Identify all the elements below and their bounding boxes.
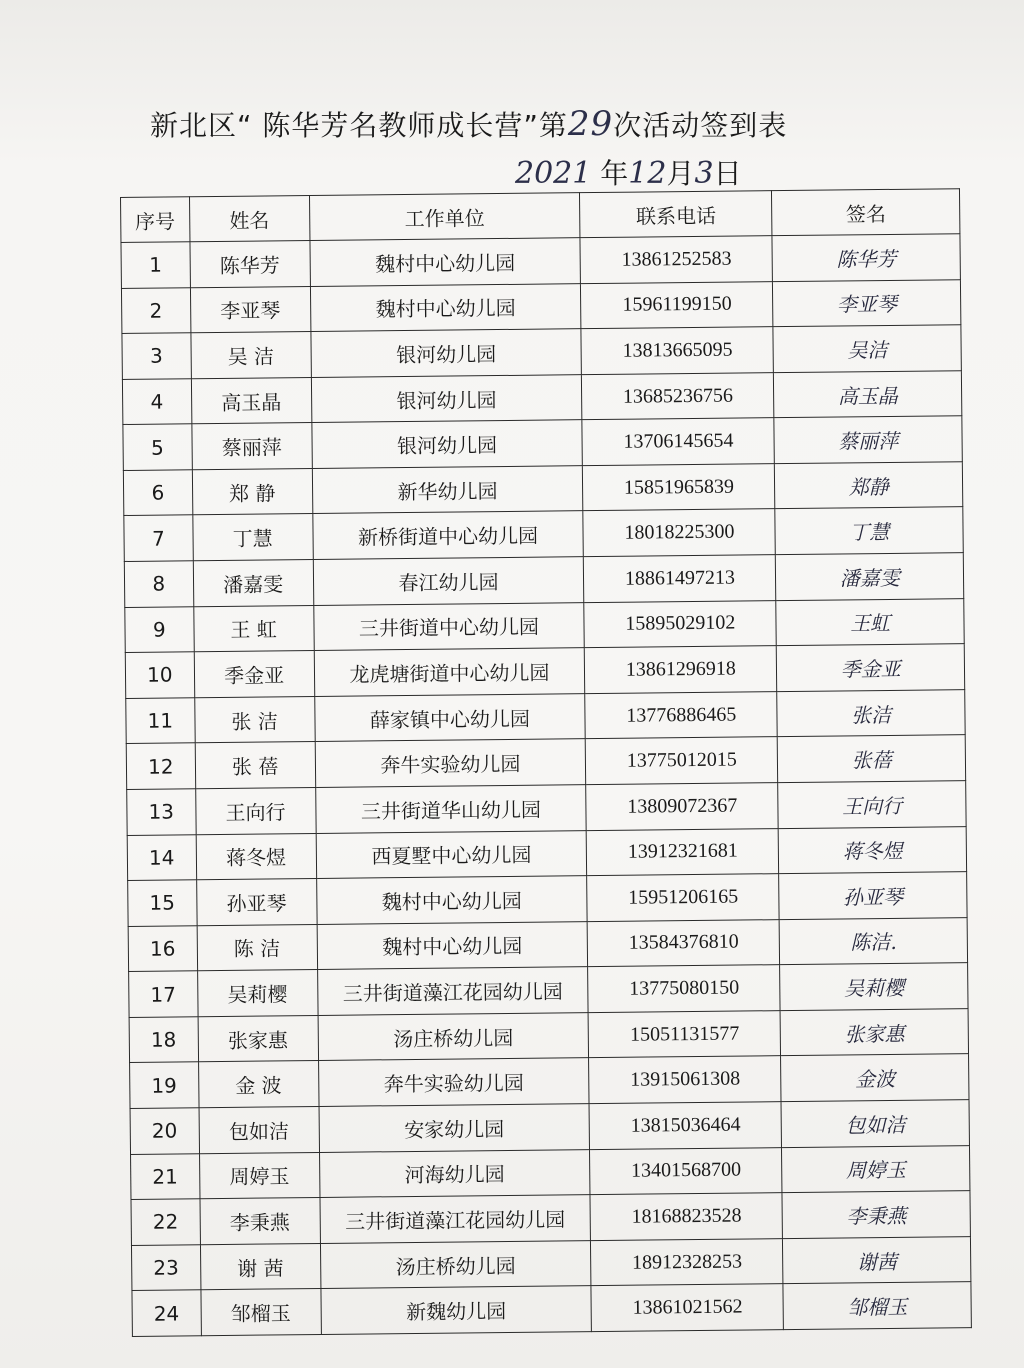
- cell-signature: 潘嘉雯: [776, 553, 964, 601]
- cell-no: 9: [125, 606, 194, 652]
- cell-signature: 张蓓: [778, 735, 966, 783]
- cell-name: 陈华芳: [190, 241, 311, 288]
- cell-phone: 13685236756: [582, 372, 775, 420]
- cell-phone: 13912321681: [586, 828, 779, 876]
- cell-phone: 18018225300: [583, 509, 776, 557]
- cell-no: 18: [129, 1017, 198, 1063]
- cell-signature: 邹榴玉: [783, 1282, 971, 1330]
- cell-no: 24: [132, 1290, 201, 1336]
- cell-unit: 三井街道中心幼儿园: [313, 602, 584, 650]
- cell-no: 23: [131, 1244, 200, 1290]
- date-year-suffix: 年: [600, 157, 629, 190]
- cell-name: 高玉晶: [191, 377, 312, 424]
- cell-phone: 13813665095: [581, 327, 774, 375]
- cell-name: 张家惠: [198, 1015, 319, 1062]
- cell-signature: 孙亚琴: [779, 872, 967, 920]
- cell-unit: 银河幼儿园: [311, 329, 582, 377]
- cell-no: 8: [124, 561, 193, 607]
- header-no: 序号: [121, 197, 190, 243]
- cell-name: 郑 静: [192, 468, 313, 515]
- cell-name: 周婷玉: [199, 1152, 320, 1199]
- cell-unit: 春江幼儿园: [313, 557, 584, 605]
- cell-unit: 西夏墅中心幼儿园: [316, 830, 587, 878]
- cell-phone: 13809072367: [586, 783, 779, 831]
- cell-signature: 王虹: [776, 598, 964, 646]
- cell-no: 21: [131, 1153, 200, 1199]
- cell-unit: 魏村中心幼儿园: [310, 238, 581, 286]
- cell-name: 潘嘉雯: [193, 560, 314, 607]
- cell-phone: 18861497213: [584, 555, 777, 603]
- cell-no: 22: [131, 1199, 200, 1245]
- cell-unit: 安家幼儿园: [319, 1104, 590, 1152]
- cell-phone: 13815036464: [589, 1102, 782, 1150]
- cell-unit: 魏村中心幼儿园: [316, 876, 587, 924]
- cell-unit: 新桥街道中心幼儿园: [312, 511, 583, 559]
- cell-name: 季金亚: [194, 651, 315, 698]
- cell-no: 13: [127, 789, 196, 835]
- cell-name: 李亚琴: [190, 286, 311, 333]
- cell-name: 丁慧: [192, 514, 313, 561]
- cell-phone: 15051131577: [588, 1010, 781, 1058]
- cell-phone: 15951206165: [587, 874, 780, 922]
- cell-signature: 吴莉樱: [780, 963, 968, 1011]
- cell-unit: 奔牛实验幼儿园: [315, 739, 586, 787]
- cell-no: 17: [129, 971, 198, 1017]
- cell-unit: 魏村中心幼儿园: [310, 283, 581, 331]
- date-month: 12: [628, 156, 667, 191]
- sheet-date: [515, 152, 742, 192]
- cell-no: 19: [130, 1062, 199, 1108]
- cell-signature: 季金亚: [777, 644, 965, 692]
- cell-phone: 13861021562: [591, 1284, 784, 1332]
- cell-phone: 13401568700: [590, 1147, 783, 1195]
- cell-phone: 13861252583: [580, 236, 773, 284]
- cell-phone: 13915061308: [589, 1056, 782, 1104]
- cell-unit: 魏村中心幼儿园: [317, 921, 588, 969]
- cell-signature: 李秉燕: [782, 1191, 970, 1239]
- cell-phone: 15895029102: [584, 600, 777, 648]
- cell-signature: 蒋冬煜: [779, 826, 967, 874]
- cell-no: 5: [123, 424, 192, 470]
- cell-no: 1: [121, 242, 190, 288]
- cell-name: 蔡丽萍: [191, 423, 312, 470]
- cell-unit: 银河幼儿园: [312, 420, 583, 468]
- attendance-table: [120, 188, 972, 1337]
- cell-name: 陈 洁: [197, 924, 318, 971]
- cell-signature: 金波: [781, 1054, 969, 1102]
- cell-name: 谢 茜: [200, 1243, 321, 1290]
- cell-unit: 河海幼儿园: [319, 1149, 590, 1197]
- title-prefix: 新北区“ 陈华芳名教师成长营”第: [150, 109, 568, 142]
- cell-phone: 13775080150: [588, 965, 781, 1013]
- cell-signature: 谢茜: [783, 1236, 971, 1284]
- header-unit: 工作单位: [309, 193, 580, 241]
- cell-phone: 18912328253: [591, 1238, 784, 1286]
- cell-name: 包如洁: [199, 1106, 320, 1153]
- cell-unit: 薛家镇中心幼儿园: [314, 693, 585, 741]
- cell-unit: 汤庄桥幼儿园: [318, 1012, 589, 1060]
- cell-no: 16: [128, 925, 197, 971]
- cell-signature: 高玉晶: [774, 370, 962, 418]
- cell-name: 吴莉樱: [197, 970, 318, 1017]
- cell-phone: 13776886465: [585, 691, 778, 739]
- header-sign: 签名: [772, 189, 960, 236]
- header-name: 姓名: [189, 196, 310, 242]
- cell-signature: 包如洁: [781, 1100, 969, 1148]
- cell-signature: 陈洁.: [780, 917, 968, 965]
- cell-phone: 13584376810: [587, 919, 780, 967]
- cell-signature: 丁慧: [775, 507, 963, 555]
- cell-no: 14: [127, 834, 196, 880]
- cell-signature: 郑静: [775, 462, 963, 510]
- table-row: [132, 1282, 971, 1336]
- cell-no: 11: [126, 698, 195, 744]
- cell-signature: 李亚琴: [773, 279, 961, 327]
- cell-name: 金 波: [198, 1061, 319, 1108]
- cell-no: 6: [123, 470, 192, 516]
- cell-unit: 奔牛实验幼儿园: [318, 1058, 589, 1106]
- date-year: 2021: [515, 156, 592, 191]
- cell-name: 蒋冬煜: [196, 833, 317, 880]
- cell-no: 20: [130, 1108, 199, 1154]
- cell-signature: 蔡丽萍: [774, 416, 962, 464]
- cell-no: 4: [122, 379, 191, 425]
- cell-unit: 汤庄桥幼儿园: [320, 1240, 591, 1288]
- date-day-suffix: 日: [713, 157, 742, 190]
- cell-name: 张 洁: [194, 696, 315, 743]
- cell-unit: 银河幼儿园: [311, 374, 582, 422]
- cell-no: 12: [126, 743, 195, 789]
- cell-name: 吴 洁: [191, 332, 312, 379]
- cell-unit: 龙虎塘街道中心幼儿园: [314, 648, 585, 696]
- cell-no: 10: [125, 652, 194, 698]
- cell-signature: 张洁: [777, 689, 965, 737]
- cell-phone: 15851965839: [583, 464, 776, 512]
- cell-unit: 三井街道华山幼儿园: [315, 785, 586, 833]
- cell-phone: 13775012015: [585, 737, 778, 785]
- cell-name: 孙亚琴: [196, 879, 317, 926]
- cell-name: 张 蓓: [195, 742, 316, 789]
- cell-phone: 13861296918: [585, 646, 778, 694]
- header-phone: 联系电话: [580, 191, 773, 238]
- title-handwritten-number: 29: [567, 104, 614, 144]
- date-month-suffix: 月: [666, 157, 695, 190]
- cell-no: 7: [124, 515, 193, 561]
- cell-unit: 新华幼儿园: [312, 466, 583, 514]
- cell-signature: 周婷玉: [782, 1145, 970, 1193]
- cell-no: 2: [121, 287, 190, 333]
- cell-no: 15: [128, 880, 197, 926]
- cell-signature: 陈华芳: [772, 234, 960, 282]
- cell-unit: 三井街道藻江花园幼儿园: [317, 967, 588, 1015]
- cell-phone: 13706145654: [582, 418, 775, 466]
- cell-name: 王向行: [195, 787, 316, 834]
- cell-name: 王 虹: [193, 605, 314, 652]
- cell-phone: 18168823528: [590, 1193, 783, 1241]
- cell-phone: 15961199150: [581, 281, 774, 329]
- cell-unit: 新魏幼儿园: [321, 1286, 592, 1335]
- cell-name: 邹榴玉: [201, 1289, 322, 1336]
- cell-no: 3: [122, 333, 191, 379]
- cell-name: 李秉燕: [200, 1198, 321, 1245]
- date-day: 3: [694, 156, 714, 191]
- cell-signature: 王向行: [778, 781, 966, 829]
- cell-signature: 张家惠: [781, 1008, 969, 1056]
- cell-signature: 吴洁: [773, 325, 961, 373]
- cell-unit: 三井街道藻江花园幼儿园: [320, 1195, 591, 1243]
- title-suffix: 次活动签到表: [613, 109, 788, 142]
- sheet-title: [150, 104, 870, 144]
